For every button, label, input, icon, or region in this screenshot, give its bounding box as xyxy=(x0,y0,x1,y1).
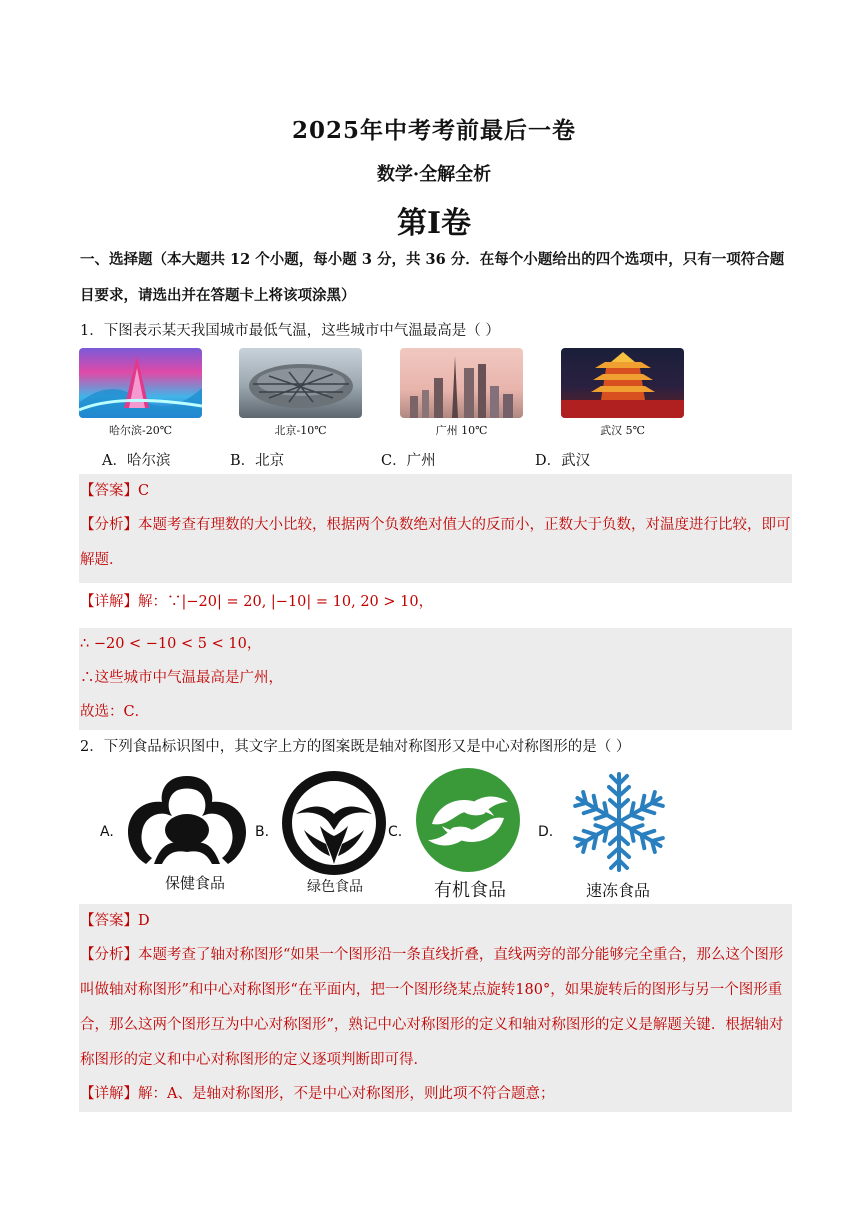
guangzhou-photo xyxy=(400,348,523,418)
q1-analysis-text: 本题考查有理数的大小比较，根据两个负数绝对值大的反而小，正数大于负数，对温度进行比较，即可解题． xyxy=(80,517,791,568)
caption-guangzhou: 广州 10℃ xyxy=(435,424,488,437)
analysis-label: 【分析】 xyxy=(80,517,138,533)
q1-detail-1-text: 解：∵|−20| = 20, |−10| = 10, 20 > 10， xyxy=(138,594,434,610)
q2-caption-d: 速冻食品 xyxy=(585,881,650,900)
q2-caption-a: 保健食品 xyxy=(164,874,225,892)
wuhan-photo xyxy=(561,348,684,418)
detail-label: 【详解】 xyxy=(80,1086,138,1102)
q1-analysis xyxy=(80,508,792,578)
q2-detail-1-text: 解：A、是轴对称图形，不是中心对称图形，则此项不符合题意； xyxy=(138,1086,555,1102)
health-food-symbol-icon xyxy=(122,772,252,868)
q2-analysis xyxy=(80,938,792,1078)
q2-option-c-letter: C. xyxy=(388,824,403,840)
q2-option-a-letter: A. xyxy=(100,824,114,840)
q2-answer-line xyxy=(80,904,792,939)
q2-option-d-letter: D. xyxy=(538,824,554,840)
caption-wuhan: 武汉 5℃ xyxy=(600,424,645,437)
question-2-stem: 2．下列食品标识图中，其文字上方的图案既是轴对称图形又是中心对称图形的是（ ） xyxy=(80,739,631,755)
q2-option-b-letter: B. xyxy=(255,824,270,840)
q2-caption-c: 有机食品 xyxy=(434,880,506,901)
snowflake-symbol-icon xyxy=(565,768,673,876)
q1-answer-line xyxy=(80,474,792,509)
q1-detail-2: ∴ −20 < −10 < 5 < 10， xyxy=(80,636,262,652)
q1-answer-value: C xyxy=(138,483,150,499)
q1-detail-4: 故选：C． xyxy=(80,704,150,720)
analysis-label: 【分析】 xyxy=(80,947,138,963)
paper-subtitle: 数学·全解全析 xyxy=(376,164,492,185)
answer-label: 【答案】 xyxy=(80,483,138,499)
q1-detail-1 xyxy=(80,585,792,620)
caption-beijing: 北京-10℃ xyxy=(274,424,327,437)
answer-label: 【答案】 xyxy=(80,913,138,929)
q2-analysis-text: 本题考查了轴对称图形“如果一个图形沿一条直线折叠，直线两旁的部分能够完全重合，那么这个图形叫做轴对称图形”和中心对称图形“在平面内，把一个图形绕某点旋转180°，如果旋转后的图形与另一个图形重合，那么这两个图形互为中心对称图形”，熟记中心对称图形的定义和轴对称图形的定义是解题关键．根据轴对称图形的定义和中心对称图形的定义逐项判断即可得． xyxy=(80,947,784,1068)
q1-option-c: C．广州 xyxy=(381,453,436,469)
q1-option-b: B．北京 xyxy=(230,453,285,469)
q2-detail-1 xyxy=(80,1077,792,1112)
harbin-photo xyxy=(79,348,202,418)
detail-label: 【详解】 xyxy=(80,594,138,610)
q2-answer-value: D xyxy=(138,913,150,929)
paper-title: 2025年中考考前最后一卷 xyxy=(291,117,576,144)
green-food-symbol-icon xyxy=(280,770,388,876)
caption-harbin: 哈尔滨-20℃ xyxy=(108,424,173,437)
beijing-photo xyxy=(239,348,362,418)
q1-detail-3: ∴这些城市中气温最高是广州， xyxy=(80,670,283,686)
question-1-stem: 1．下图表示某天我国城市最低气温，这些城市中气温最高是（ ） xyxy=(80,323,500,339)
organic-food-symbol-icon xyxy=(414,766,522,874)
q1-option-a: A．哈尔滨 xyxy=(102,453,171,469)
q1-option-d: D．武汉 xyxy=(535,453,591,469)
volume-title: 第I卷 xyxy=(396,206,472,241)
section-heading: 一、选择题（本大题共 12 个小题，每小题 3 分，共 36 分．在每个小题给出的四个选项中，只有一项符合题目要求，请选出并在答题卡上将该项涂黑） xyxy=(80,251,785,304)
q2-caption-b: 绿色食品 xyxy=(307,879,363,895)
